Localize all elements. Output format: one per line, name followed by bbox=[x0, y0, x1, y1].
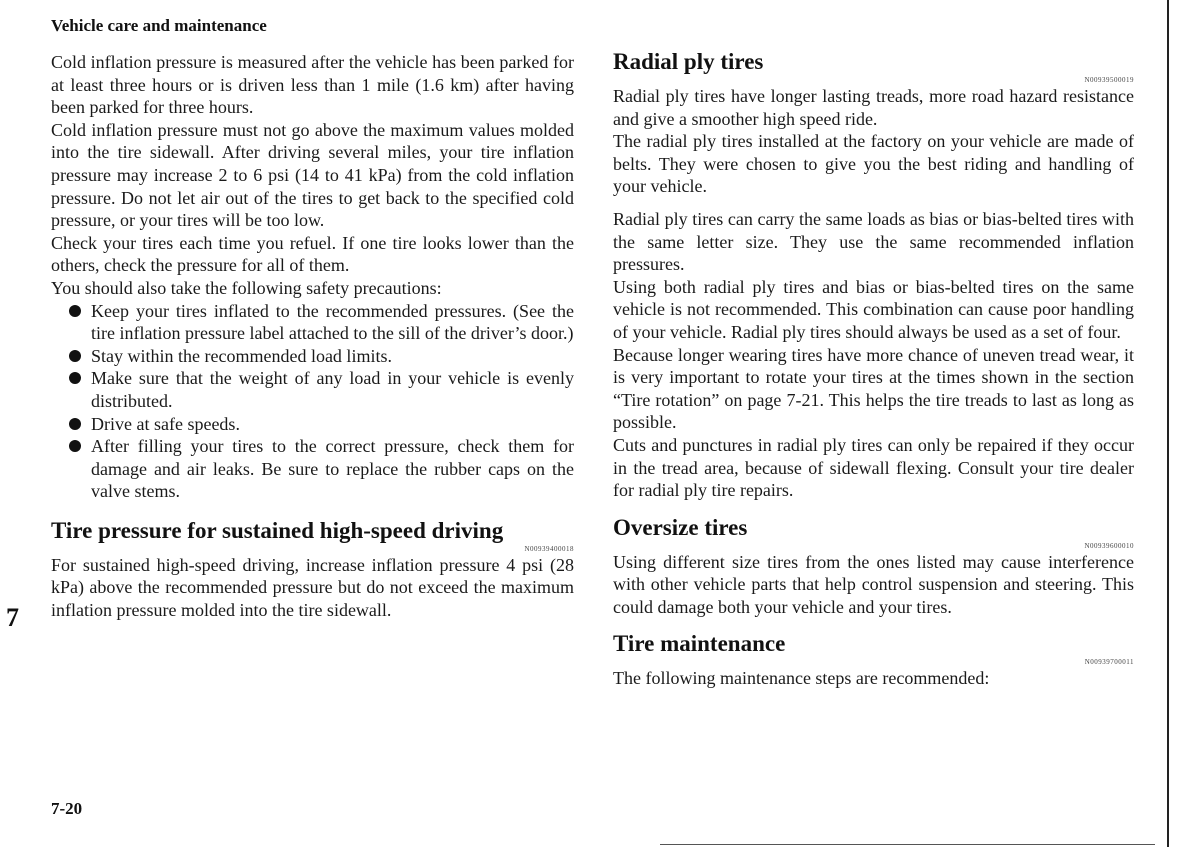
list-item: Make sure that the weight of any load in your vehicle is evenly distributed. bbox=[69, 367, 574, 412]
section-heading-high-speed: Tire pressure for sustained high-speed driving bbox=[51, 517, 504, 543]
list-item: Drive at safe speeds. bbox=[69, 413, 574, 436]
bullet-icon bbox=[69, 418, 81, 430]
paragraph-check-tires: Check your tires each time you refuel. If one tire looks lower than the others, check the pressure for all of them. bbox=[51, 232, 574, 276]
paragraph-maintenance: The following maintenance steps are recommended: bbox=[613, 668, 990, 689]
list-item: Keep your tires inflated to the recommended pressures. (See the tire inflation pressure label attached to the sill of the driver’s door.) bbox=[69, 300, 574, 345]
section-heading-maintenance: Tire maintenance bbox=[613, 631, 786, 657]
running-header: Vehicle care and maintenance bbox=[51, 16, 267, 35]
safety-precautions-list bbox=[51, 300, 574, 503]
paragraph-radial-1: Radial ply tires have longer lasting treads, more road hazard resistance and give a smoother high speed ride. bbox=[613, 86, 1134, 129]
page-number: 7-20 bbox=[51, 799, 83, 818]
paragraph-oversize: Using different size tires from the ones listed may cause interference with other vehicle parts that help control suspension and steering. This could damage both your vehicle and your tires. bbox=[613, 551, 1134, 617]
left-column bbox=[51, 51, 574, 622]
reference-code: N00939700011 bbox=[1084, 658, 1134, 667]
paragraph-high-speed: For sustained high-speed driving, increase inflation pressure 4 psi (28 kPa) above the recommended pressure but do not exceed the maximum inflation pressure molded into the tire sidewall. bbox=[51, 554, 574, 621]
paragraph-radial-4: Using both radial ply tires and bias or bias-belted tires on the same vehicle is not recommended. This combination can cause poor handling of your vehicle. Radial ply tires should always be used as a set of four. bbox=[613, 276, 1134, 342]
paragraph-radial-5: Because longer wearing tires have more chance of uneven tread wear, it is very important to rotate your tires at the times shown in the section “Tire rotation” on page 7-21. This helps the tire treads to last as long as possible. bbox=[613, 344, 1134, 433]
paragraph-max-pressure: Cold inflation pressure must not go above the maximum values molded into the tire sidewall. After driving several miles, your tire inflation pressure may increase 2 to 6 psi (14 to 41 kPa) from the cold inflation pressure. Do not let air out of the tires to get back to the specified cold pressure, or your tires will be too low. bbox=[51, 119, 574, 231]
paragraph-precautions-intro: You should also take the following safety precautions: bbox=[51, 277, 442, 298]
reference-code: N00939600010 bbox=[1084, 541, 1134, 550]
bullet-icon bbox=[69, 372, 81, 384]
bullet-icon bbox=[69, 305, 81, 317]
paragraph-radial-3: Radial ply tires can carry the same loads as bias or bias-belted tires with the same letter size. They use the same recommended inflation pressures. bbox=[613, 208, 1134, 275]
paragraph-radial-2: The radial ply tires installed at the factory on your vehicle are made of belts. They were chosen to give you the best riding and handling of your vehicle. bbox=[613, 131, 1134, 197]
right-column bbox=[613, 48, 1134, 690]
reference-code: N00939500019 bbox=[1084, 76, 1134, 84]
list-item: Stay within the recommended load limits. bbox=[69, 345, 574, 368]
list-item: After filling your tires to the correct pressure, check them for damage and air leaks. Be sure to replace the rubber caps on the valve stems. bbox=[69, 435, 574, 503]
section-heading-radial: Radial ply tires bbox=[613, 49, 764, 74]
bullet-icon bbox=[69, 350, 81, 362]
bottom-rule bbox=[660, 844, 1155, 845]
paragraph-cold-inflation: Cold inflation pressure is measured after the vehicle has been parked for at least three hours or is driven less than 1 mile (1.6 km) after having been parked for three hours. bbox=[51, 52, 574, 118]
bullet-icon bbox=[69, 440, 81, 452]
page-edge-rule bbox=[1167, 0, 1169, 847]
paragraph-radial-6: Cuts and punctures in radial ply tires can only be repaired if they occur in the tread area, because of sidewall flexing. Consult your tire dealer for radial ply tire repairs. bbox=[613, 434, 1134, 501]
reference-code: N00939400018 bbox=[524, 544, 574, 553]
section-heading-oversize: Oversize tires bbox=[613, 514, 748, 540]
chapter-number: 7 bbox=[6, 603, 19, 632]
